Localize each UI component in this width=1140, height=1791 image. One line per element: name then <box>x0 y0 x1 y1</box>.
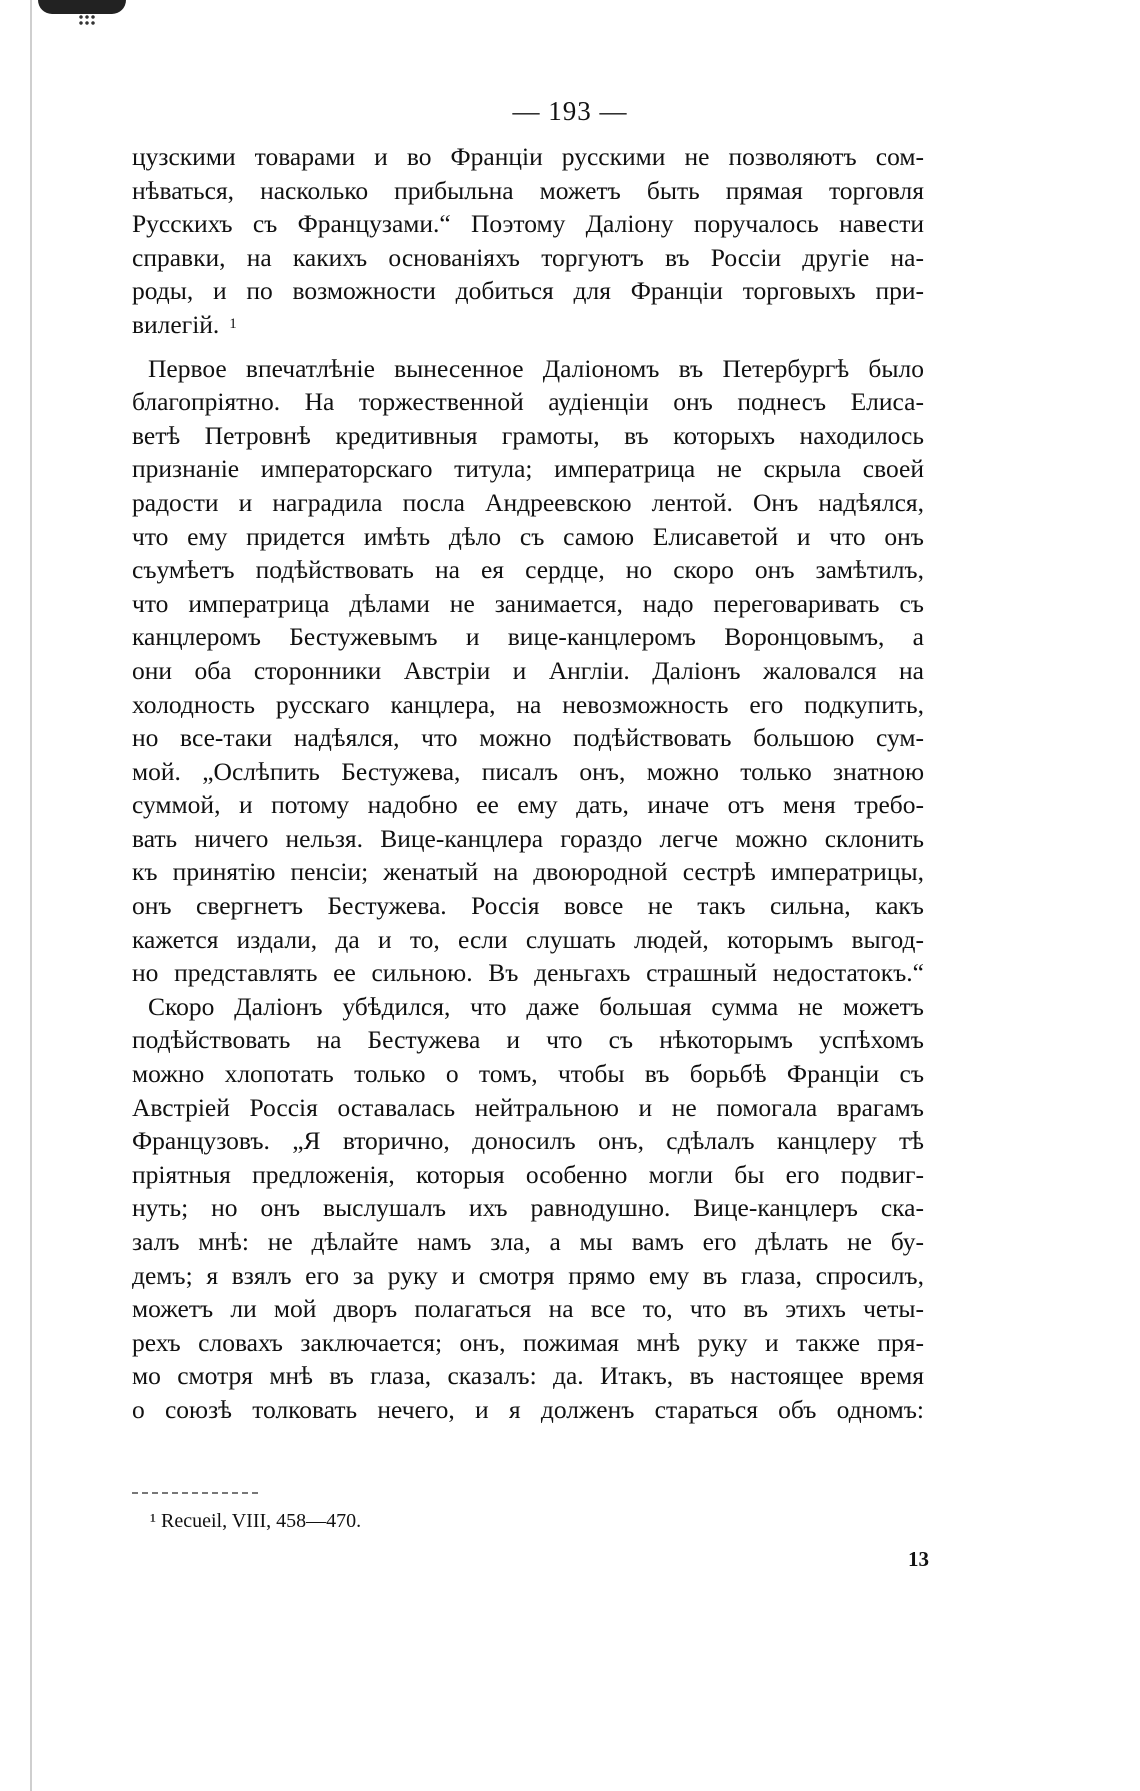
text-line: о союзѣ толковать нечего, и я долженъ стараться объ одномъ: <box>132 1394 924 1424</box>
text-line: можно хлопотать только о томъ, чтобы въ борьбѣ Франціи съ <box>132 1059 924 1089</box>
text-line: съумѣетъ подѣйствовать на ея сердце, но скоро онъ замѣтилъ, <box>132 555 924 585</box>
text-line: цузскими товарами и во Франціи русскими не позволяютъ сом- <box>132 142 924 171</box>
text-line: Французовъ. „Я вторично, доносилъ онъ, сдѣлалъ канцлеру тѣ <box>132 1126 924 1156</box>
text-line: признаніе императорскаго титула; императрица не скрыла своей <box>132 454 924 484</box>
text-line: холодность русскаго канцлера, на невозможность его подкупить, <box>132 689 924 719</box>
text-line: что императрица дѣлами не занимается, надо переговаривать съ <box>132 588 924 618</box>
text-line: канцлеромъ Бестужевымъ и вице-канцлеромъ Воронцовымъ, а <box>132 622 924 652</box>
text-line: мо смотря мнѣ въ глаза, сказалъ: да. Итакъ, въ настоящее время <box>132 1361 924 1391</box>
text-line: можетъ ли мой дворъ полагаться на все то, что въ этихъ четы- <box>132 1294 924 1324</box>
text-line: къ принятію пенсіи; женатый на двоюродной сестрѣ императрицы, <box>132 857 924 887</box>
text-line: Первое впечатлѣніе вынесенное Даліономъ въ Петербургѣ было <box>148 353 924 383</box>
body-text <box>132 140 924 1427</box>
text-line: залъ мнѣ: не дѣлайте намъ зла, а мы вамъ его дѣлать не бу- <box>132 1227 924 1256</box>
footnote-separator <box>132 1492 258 1494</box>
text-line: нуть; но онъ выслушалъ ихъ равнодушно. Вице-канцлеръ ска- <box>132 1193 924 1223</box>
text-line: пріятныя предложенія, которыя особенно могли бы его подвиг- <box>132 1159 924 1189</box>
text-line: Австріей Россія оставалась нейтральною и не помогала врагамъ <box>132 1092 924 1122</box>
text-line: Русскихъ съ Французами.“ Поэтому Даліону поручалось навести <box>132 209 924 239</box>
footnote: ¹ Recueil, VIII, 458—470. <box>150 1510 362 1532</box>
text-line: они оба сторонники Австріи и Англіи. Даліонъ жаловался на <box>132 655 924 685</box>
text-line: ветѣ Петровнѣ кредитивныя грамоты, въ которыхъ находилось <box>132 420 924 450</box>
text-line: нѣваться, насколько прибыльна можетъ быть прямая торговля <box>132 175 924 205</box>
text-line: суммой, и потому надобно ее ему дать, иначе отъ меня требо- <box>132 790 924 820</box>
page-left-edge <box>30 0 32 1791</box>
ink-specks <box>78 14 96 26</box>
text-line: но представлять ее сильною. Въ деньгахъ страшный недостатокъ.“ <box>132 958 924 988</box>
text-line: благопріятно. На торжественной аудіенціи онъ поднесъ Елиса- <box>132 387 924 417</box>
text-line <box>132 308 924 342</box>
text-line: рехъ словахъ заключается; онъ, пожимая мнѣ руку и также пря- <box>132 1327 924 1357</box>
text-line: онъ свергнетъ Бестужева. Россія вовсе не такъ сильна, какъ <box>132 891 924 921</box>
text-line: справки, на какихъ основаніяхъ торгуютъ въ Россіи другіе на- <box>132 242 924 272</box>
text-line: подѣйствовать на Бестужева и что съ нѣкоторымъ успѣхомъ <box>132 1025 924 1055</box>
text-line: радости и наградила посла Андреевскою лентой. Онъ надѣялся, <box>132 487 924 517</box>
text-line: мой. „Ослѣпить Бестужева, писалъ онъ, можно только знатною <box>132 756 924 786</box>
text-line: демъ; я взялъ его за руку и смотря прямо ему въ глаза, спросилъ, <box>132 1260 924 1290</box>
text-line: роды, и по возможности добиться для Франціи торговыхъ при- <box>132 276 924 306</box>
page-number: — 193 — <box>512 96 628 126</box>
footnote-reference: 1 <box>229 315 237 332</box>
text-line: что ему придется имѣть дѣло съ самою Елисаветой и что онъ <box>132 521 924 551</box>
text-line: но все-таки надѣялся, что можно подѣйствовать большою сум- <box>132 723 924 753</box>
text-line-content: вилегій. <box>132 309 220 339</box>
text-line: вать ничего нельзя. Вице-канцлера гораздо легче можно склонить <box>132 823 924 853</box>
text-line: кажется издали, да и то, если слушать людей, которымъ выгод- <box>132 924 924 954</box>
signature-mark: 13 <box>908 1547 929 1571</box>
ink-blot <box>38 0 126 14</box>
text-line: Скоро Даліонъ убѣдился, что даже большая сумма не можетъ <box>148 991 924 1021</box>
